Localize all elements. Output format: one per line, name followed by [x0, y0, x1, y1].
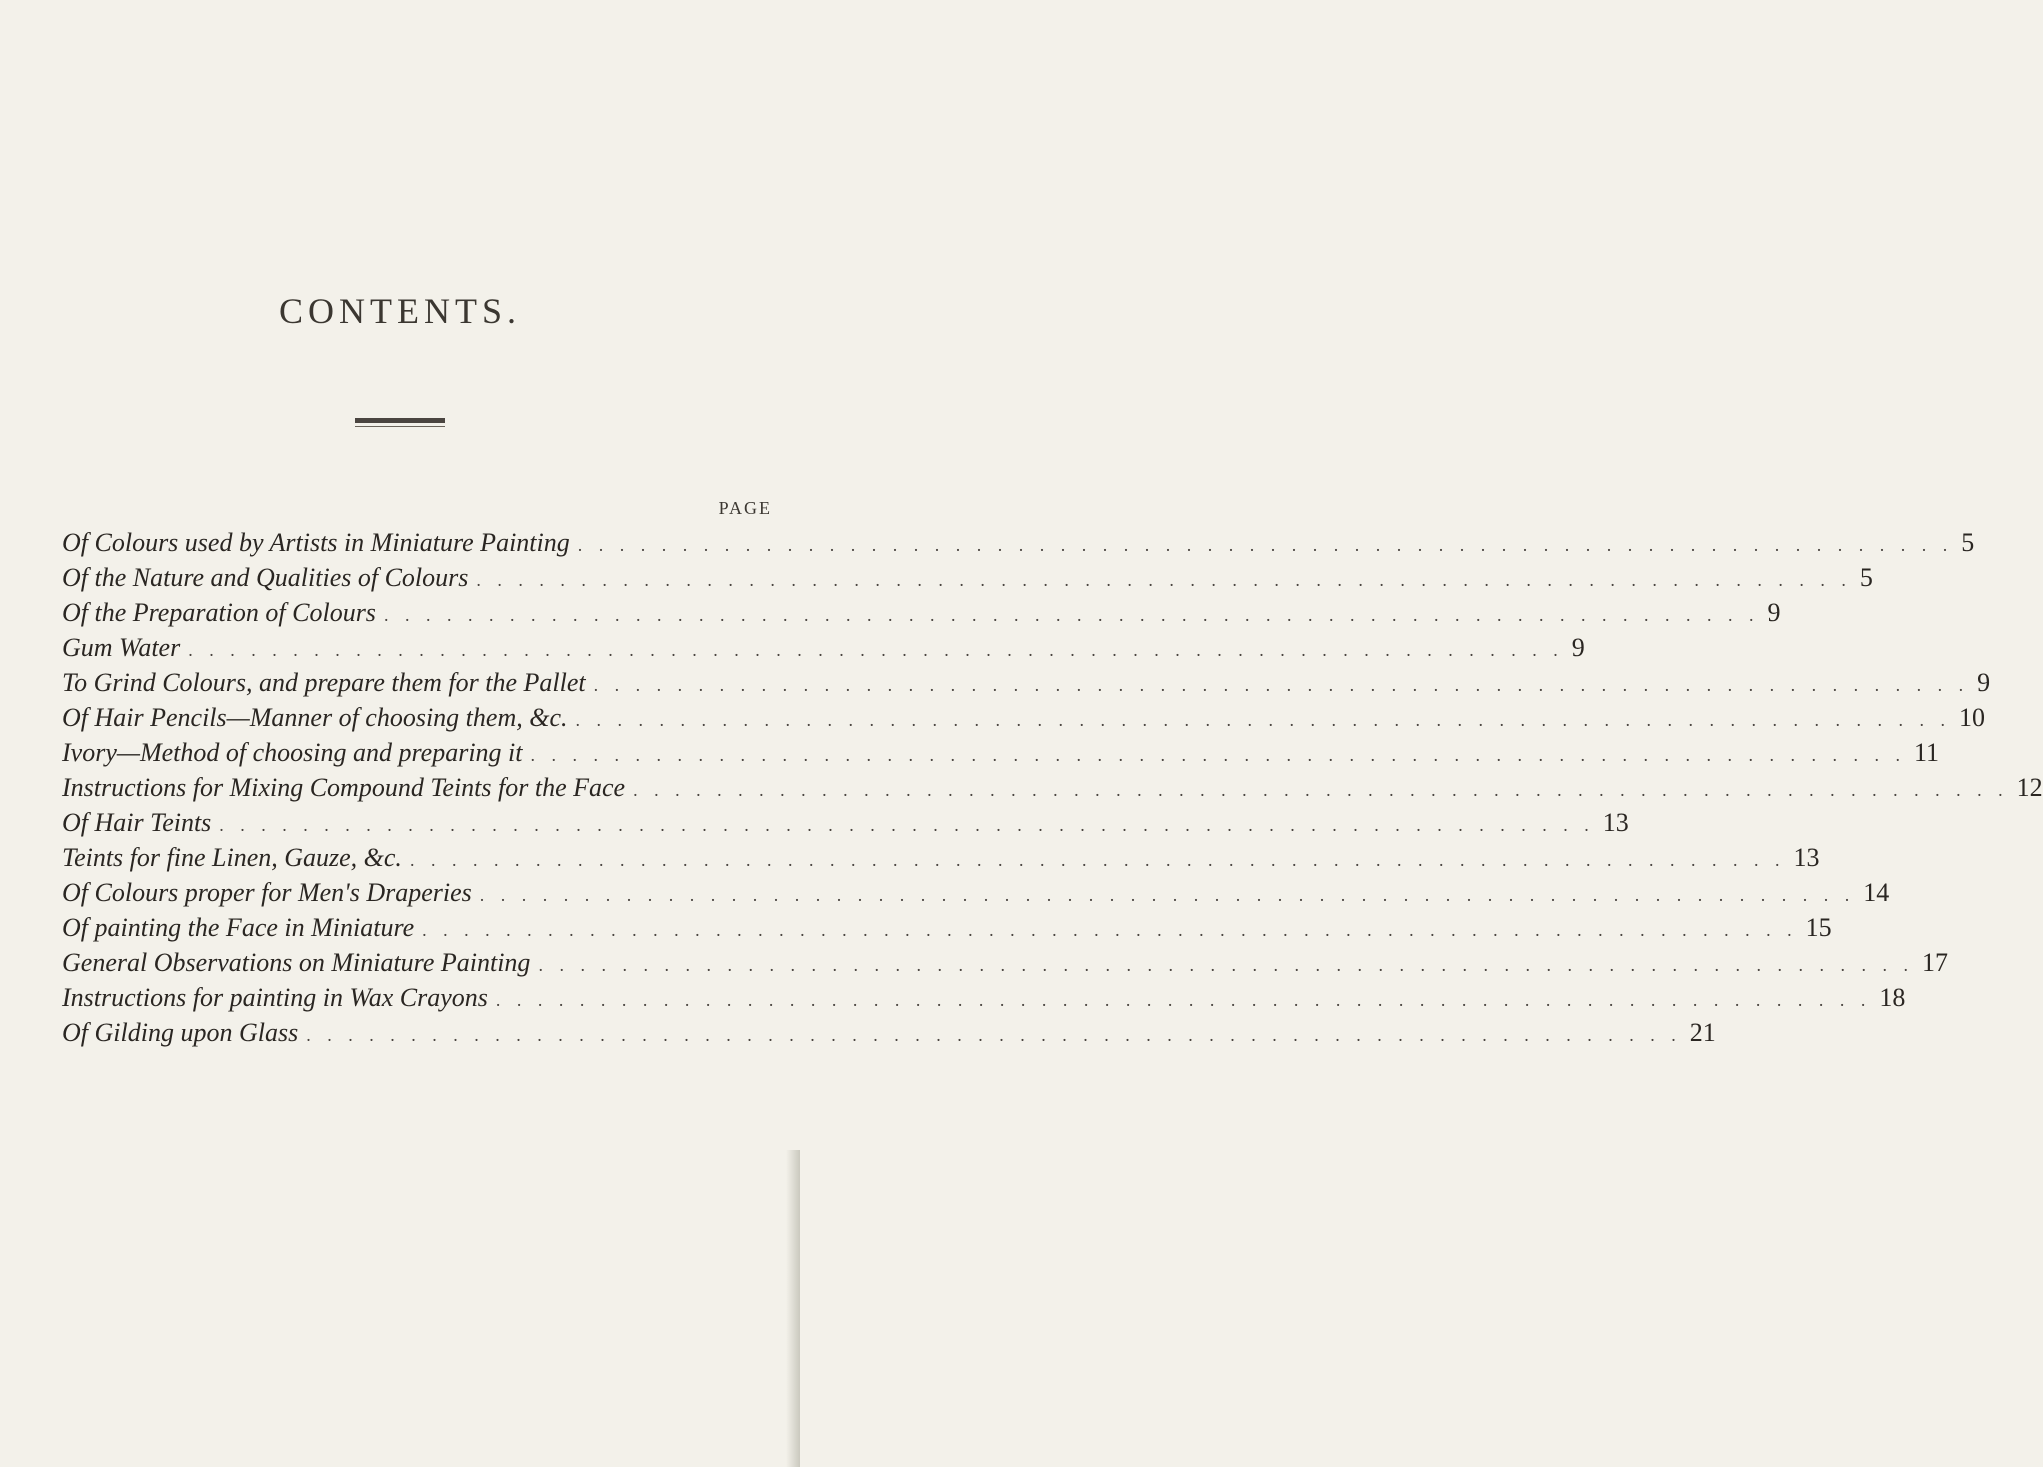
entry-page-number: 11 [1913, 738, 1940, 767]
page-column-label: PAGE [718, 498, 772, 518]
contents-entry [62, 910, 1832, 945]
entry-page-number: 13 [1793, 843, 1820, 872]
entry-page-number: 9 [1571, 633, 1585, 662]
leader-dots: . . . . . . . . . . . . . . . . . . . . . . . . . . . . . . . . . . . . . . . . . . . . . . . . . . . . . . . . . . . . . . . . . . [409, 850, 1786, 870]
leader-dots: . . . . . . . . . . . . . . . . . . . . . . . . . . . . . . . . . . . . . . . . . . . . . . . . . . . . . . . . . . . . . . . . . . [479, 885, 1856, 905]
contents-entry [62, 525, 1975, 560]
entry-title: Of Colours used by Artists in Miniature Painting [62, 528, 570, 557]
contents-entry [62, 770, 2043, 805]
entry-title: Of Hair Pencils—Manner of choosing them, &c. [62, 703, 568, 732]
contents-entry [62, 630, 1585, 665]
contents-entry [62, 805, 1629, 840]
entry-title: Of painting the Face in Miniature [62, 913, 415, 942]
contents-entry [62, 735, 1940, 770]
leader-dots: . . . . . . . . . . . . . . . . . . . . . . . . . . . . . . . . . . . . . . . . . . . . . . . . . . . . . . . . . . . . . . . . . . [383, 605, 1760, 625]
contents-entry [62, 945, 1948, 980]
entry-page-number: 13 [1602, 808, 1629, 837]
entry-title: Of Colours proper for Men's Draperies [62, 878, 472, 907]
leader-dots: . . . . . . . . . . . . . . . . . . . . . . . . . . . . . . . . . . . . . . . . . . . . . . . . . . . . . . . . . . . . . . . . . . [188, 640, 1564, 660]
contents-entry [62, 595, 1781, 630]
contents-entry [62, 700, 1985, 735]
contents-list [62, 525, 2043, 1050]
entry-title: To Grind Colours, and prepare them for the Pallet [62, 668, 586, 697]
entry-page-number: 5 [1961, 528, 1975, 557]
entry-page-number: 17 [1921, 948, 1948, 977]
entry-page-number: 15 [1805, 913, 1832, 942]
title-rule-thin [355, 426, 445, 427]
leader-dots: . . . . . . . . . . . . . . . . . . . . . . . . . . . . . . . . . . . . . . . . . . . . . . . . . . . . . . . . . . . . . . . . . . [219, 815, 1595, 835]
leader-dots: . . . . . . . . . . . . . . . . . . . . . . . . . . . . . . . . . . . . . . . . . . . . . . . . . . . . . . . . . . . . . . . . . . [476, 570, 1852, 590]
entry-page-number: 12 [2016, 773, 2043, 802]
entry-page-number: 10 [1959, 703, 1985, 732]
contents-entry [62, 875, 1890, 910]
leader-dots: . . . . . . . . . . . . . . . . . . . . . . . . . . . . . . . . . . . . . . . . . . . . . . . . . . . . . . . . . . . . . . . . . . [538, 955, 1914, 975]
leader-dots: . . . . . . . . . . . . . . . . . . . . . . . . . . . . . . . . . . . . . . . . . . . . . . . . . . . . . . . . . . . . . . . . . . [495, 990, 1872, 1010]
contents-title: CONTENTS. [279, 291, 521, 331]
contents-entry [62, 665, 1991, 700]
entry-title: Gum Water [62, 633, 181, 662]
entry-title: Of Hair Teints [62, 808, 212, 837]
entry-title: Ivory—Method of choosing and preparing it [62, 738, 523, 767]
contents-entry [62, 560, 1873, 595]
leader-dots: . . . . . . . . . . . . . . . . . . . . . . . . . . . . . . . . . . . . . . . . . . . . . . . . . . . . . . . . . . . . . . . . . . [577, 535, 1954, 555]
entry-page-number: 18 [1879, 983, 1906, 1012]
entry-title: General Observations on Miniature Painting [62, 948, 531, 977]
entry-title: Of the Nature and Qualities of Colours [62, 563, 469, 592]
leader-dots: . . . . . . . . . . . . . . . . . . . . . . . . . . . . . . . . . . . . . . . . . . . . . . . . . . . . . . . . . . . . . . . . . . [575, 710, 1951, 730]
contents-entry [62, 1015, 1716, 1050]
entry-page-number: 9 [1767, 598, 1781, 627]
page-edge-shadow [786, 1150, 800, 1467]
leader-dots: . . . . . . . . . . . . . . . . . . . . . . . . . . . . . . . . . . . . . . . . . . . . . . . . . . . . . . . . . . . . . . . . . . [530, 745, 1906, 765]
entry-title: Of the Preparation of Colours [62, 598, 376, 627]
entry-title: Of Gilding upon Glass [62, 1018, 299, 1047]
leader-dots: . . . . . . . . . . . . . . . . . . . . . . . . . . . . . . . . . . . . . . . . . . . . . . . . . . . . . . . . . . . . . . . . . . [633, 780, 2009, 800]
entry-page-number: 9 [1977, 668, 1991, 697]
entry-page-number: 14 [1863, 878, 1890, 907]
entry-page-number: 5 [1859, 563, 1873, 592]
leader-dots: . . . . . . . . . . . . . . . . . . . . . . . . . . . . . . . . . . . . . . . . . . . . . . . . . . . . . . . . . . . . . . . . . . [422, 920, 1798, 940]
entry-title: Instructions for painting in Wax Crayons [62, 983, 488, 1012]
contents-entry [62, 840, 1820, 875]
entry-page-number: 21 [1689, 1018, 1716, 1047]
title-rule-thick [355, 418, 445, 423]
contents-entry [62, 980, 1906, 1015]
entry-title: Teints for fine Linen, Gauze, &c. [62, 843, 402, 872]
leader-dots: . . . . . . . . . . . . . . . . . . . . . . . . . . . . . . . . . . . . . . . . . . . . . . . . . . . . . . . . . . . . . . . . . . [306, 1025, 1682, 1045]
entry-title: Instructions for Mixing Compound Teints for the Face [62, 773, 626, 802]
leader-dots: . . . . . . . . . . . . . . . . . . . . . . . . . . . . . . . . . . . . . . . . . . . . . . . . . . . . . . . . . . . . . . . . . . [593, 675, 1970, 695]
